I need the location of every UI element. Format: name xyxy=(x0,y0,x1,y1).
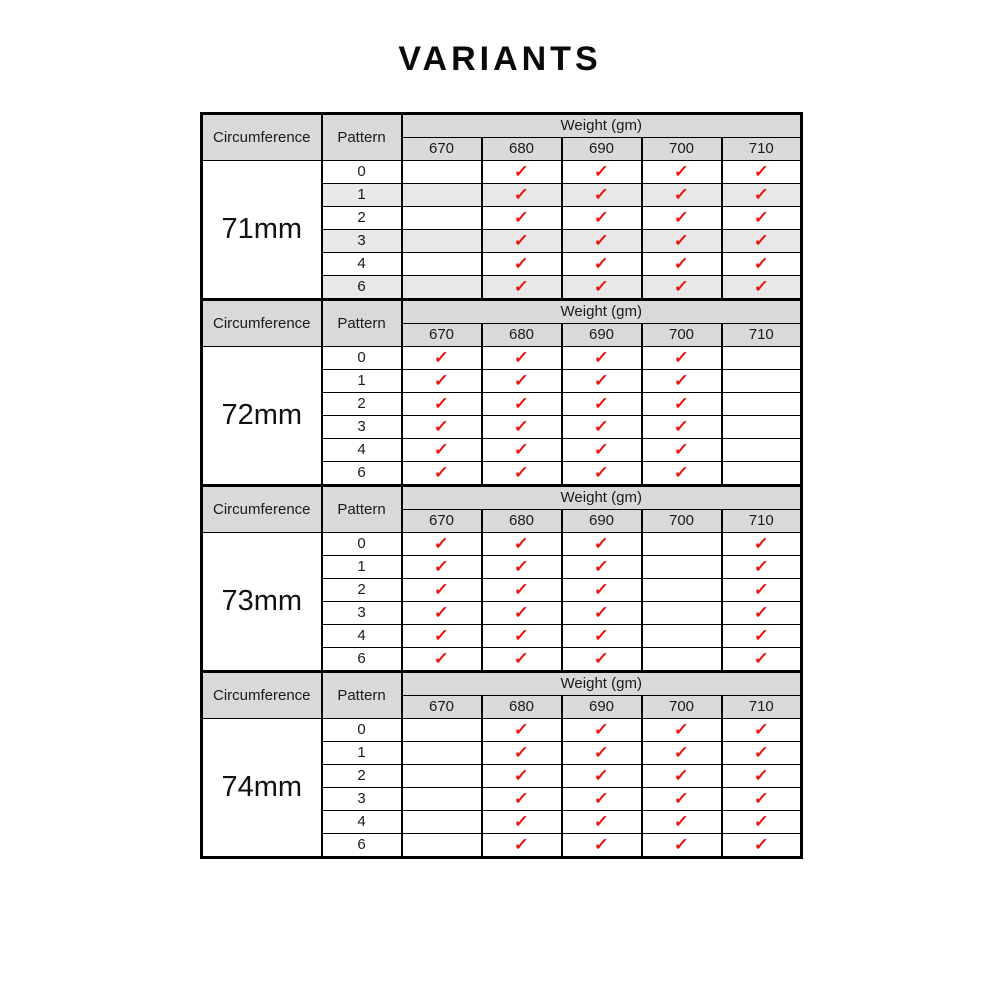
availability-cell-690 xyxy=(562,416,642,439)
availability-cell-680 xyxy=(482,811,562,834)
availability-cell-680 xyxy=(482,742,562,765)
availability-cell-710 xyxy=(722,625,802,648)
check-icon: ✓ xyxy=(513,185,530,205)
check-icon: ✓ xyxy=(593,766,610,786)
availability-cell-690 xyxy=(562,788,642,811)
check-icon: ✓ xyxy=(433,557,450,577)
pattern-value: 6 xyxy=(322,462,402,486)
check-icon: ✓ xyxy=(673,348,690,368)
check-icon: ✓ xyxy=(593,580,610,600)
availability-cell-710 xyxy=(722,230,802,253)
check-icon: ✓ xyxy=(673,185,690,205)
availability-cell-710 xyxy=(722,276,802,300)
availability-cell-690 xyxy=(562,184,642,207)
page-title: VARIANTS xyxy=(398,40,602,78)
check-icon: ✓ xyxy=(593,743,610,763)
availability-cell-710 xyxy=(722,184,802,207)
pattern-row xyxy=(202,347,802,370)
check-icon: ✓ xyxy=(593,534,610,554)
check-icon: ✓ xyxy=(753,162,770,182)
availability-cell-680 xyxy=(482,625,562,648)
availability-cell-700 xyxy=(642,579,722,602)
availability-cell-670 xyxy=(402,207,482,230)
variant-section-74mm xyxy=(200,670,803,859)
weight-col-header-690: 690 xyxy=(562,696,642,719)
check-icon: ✓ xyxy=(673,743,690,763)
check-icon: ✓ xyxy=(593,557,610,577)
check-icon: ✓ xyxy=(753,835,770,855)
availability-cell-700 xyxy=(642,439,722,462)
check-icon: ✓ xyxy=(753,812,770,832)
check-icon: ✓ xyxy=(513,812,530,832)
availability-cell-710 xyxy=(722,556,802,579)
availability-cell-710 xyxy=(722,462,802,486)
check-icon: ✓ xyxy=(753,766,770,786)
check-icon: ✓ xyxy=(593,185,610,205)
check-icon: ✓ xyxy=(673,254,690,274)
weight-col-header-710: 710 xyxy=(722,138,802,161)
check-icon: ✓ xyxy=(593,277,610,297)
availability-cell-700 xyxy=(642,625,722,648)
availability-cell-710 xyxy=(722,765,802,788)
weight-col-header-710: 710 xyxy=(722,510,802,533)
availability-cell-690 xyxy=(562,161,642,184)
check-icon: ✓ xyxy=(753,185,770,205)
availability-cell-670 xyxy=(402,393,482,416)
weight-col-header-700: 700 xyxy=(642,138,722,161)
availability-cell-700 xyxy=(642,347,722,370)
check-icon: ✓ xyxy=(593,394,610,414)
availability-cell-710 xyxy=(722,416,802,439)
availability-cell-680 xyxy=(482,161,562,184)
weight-col-header-690: 690 xyxy=(562,138,642,161)
availability-cell-700 xyxy=(642,416,722,439)
check-icon: ✓ xyxy=(433,348,450,368)
check-icon: ✓ xyxy=(513,626,530,646)
check-icon: ✓ xyxy=(593,649,610,669)
availability-cell-670 xyxy=(402,579,482,602)
pattern-value: 0 xyxy=(322,161,402,184)
availability-cell-700 xyxy=(642,765,722,788)
check-icon: ✓ xyxy=(513,417,530,437)
availability-cell-670 xyxy=(402,347,482,370)
availability-cell-670 xyxy=(402,556,482,579)
circumference-header: Circumference xyxy=(202,114,322,161)
availability-cell-670 xyxy=(402,602,482,625)
availability-cell-680 xyxy=(482,230,562,253)
availability-cell-670 xyxy=(402,811,482,834)
check-icon: ✓ xyxy=(593,231,610,251)
availability-cell-700 xyxy=(642,370,722,393)
check-icon: ✓ xyxy=(513,277,530,297)
check-icon: ✓ xyxy=(673,463,690,483)
availability-cell-680 xyxy=(482,556,562,579)
check-icon: ✓ xyxy=(513,254,530,274)
availability-cell-670 xyxy=(402,788,482,811)
check-icon: ✓ xyxy=(433,626,450,646)
availability-cell-710 xyxy=(722,788,802,811)
weight-group-header: Weight (gm) xyxy=(402,114,802,138)
availability-cell-690 xyxy=(562,765,642,788)
pattern-value: 6 xyxy=(322,834,402,858)
weight-group-header: Weight (gm) xyxy=(402,486,802,510)
availability-cell-670 xyxy=(402,742,482,765)
weight-col-header-700: 700 xyxy=(642,696,722,719)
pattern-value: 1 xyxy=(322,370,402,393)
availability-cell-700 xyxy=(642,230,722,253)
availability-cell-710 xyxy=(722,648,802,672)
circumference-value: 74mm xyxy=(202,719,322,858)
weight-col-header-690: 690 xyxy=(562,324,642,347)
check-icon: ✓ xyxy=(513,394,530,414)
availability-cell-680 xyxy=(482,579,562,602)
pattern-row xyxy=(202,719,802,742)
check-icon: ✓ xyxy=(753,649,770,669)
circumference-value: 73mm xyxy=(202,533,322,672)
availability-cell-710 xyxy=(722,602,802,625)
variant-section-73mm xyxy=(200,484,803,673)
availability-cell-700 xyxy=(642,648,722,672)
pattern-value: 2 xyxy=(322,765,402,788)
pattern-value: 3 xyxy=(322,602,402,625)
weight-col-header-680: 680 xyxy=(482,138,562,161)
availability-cell-670 xyxy=(402,184,482,207)
availability-cell-690 xyxy=(562,533,642,556)
pattern-value: 1 xyxy=(322,184,402,207)
availability-cell-680 xyxy=(482,393,562,416)
check-icon: ✓ xyxy=(673,208,690,228)
check-icon: ✓ xyxy=(753,277,770,297)
check-icon: ✓ xyxy=(753,626,770,646)
pattern-value: 2 xyxy=(322,207,402,230)
availability-cell-680 xyxy=(482,648,562,672)
availability-cell-680 xyxy=(482,416,562,439)
header-row xyxy=(202,486,802,510)
header-row xyxy=(202,300,802,324)
weight-col-header-710: 710 xyxy=(722,696,802,719)
weight-col-header-680: 680 xyxy=(482,510,562,533)
check-icon: ✓ xyxy=(513,603,530,623)
circumference-header: Circumference xyxy=(202,300,322,347)
availability-cell-700 xyxy=(642,533,722,556)
availability-cell-670 xyxy=(402,533,482,556)
availability-cell-700 xyxy=(642,161,722,184)
availability-cell-670 xyxy=(402,416,482,439)
availability-cell-690 xyxy=(562,393,642,416)
availability-cell-670 xyxy=(402,439,482,462)
check-icon: ✓ xyxy=(593,463,610,483)
header-row xyxy=(202,114,802,138)
pattern-value: 4 xyxy=(322,439,402,462)
pattern-value: 6 xyxy=(322,648,402,672)
check-icon: ✓ xyxy=(753,580,770,600)
availability-cell-690 xyxy=(562,207,642,230)
availability-cell-680 xyxy=(482,788,562,811)
check-icon: ✓ xyxy=(673,720,690,740)
check-icon: ✓ xyxy=(673,394,690,414)
weight-group-header: Weight (gm) xyxy=(402,672,802,696)
availability-cell-710 xyxy=(722,742,802,765)
availability-cell-680 xyxy=(482,207,562,230)
availability-cell-680 xyxy=(482,462,562,486)
pattern-value: 3 xyxy=(322,788,402,811)
check-icon: ✓ xyxy=(513,231,530,251)
pattern-value: 1 xyxy=(322,556,402,579)
circumference-header: Circumference xyxy=(202,486,322,533)
check-icon: ✓ xyxy=(593,417,610,437)
check-icon: ✓ xyxy=(753,789,770,809)
availability-cell-690 xyxy=(562,556,642,579)
check-icon: ✓ xyxy=(753,231,770,251)
availability-cell-710 xyxy=(722,161,802,184)
availability-cell-700 xyxy=(642,462,722,486)
availability-cell-690 xyxy=(562,811,642,834)
availability-cell-690 xyxy=(562,439,642,462)
availability-cell-690 xyxy=(562,370,642,393)
header-row xyxy=(202,672,802,696)
weight-col-header-680: 680 xyxy=(482,696,562,719)
availability-cell-690 xyxy=(562,648,642,672)
availability-cell-670 xyxy=(402,625,482,648)
check-icon: ✓ xyxy=(673,766,690,786)
pattern-value: 0 xyxy=(322,347,402,370)
pattern-header: Pattern xyxy=(322,300,402,347)
weight-col-header-670: 670 xyxy=(402,696,482,719)
availability-cell-680 xyxy=(482,184,562,207)
check-icon: ✓ xyxy=(433,603,450,623)
availability-cell-670 xyxy=(402,719,482,742)
pattern-header: Pattern xyxy=(322,672,402,719)
check-icon: ✓ xyxy=(513,766,530,786)
availability-cell-700 xyxy=(642,276,722,300)
availability-cell-700 xyxy=(642,253,722,276)
check-icon: ✓ xyxy=(673,812,690,832)
check-icon: ✓ xyxy=(513,789,530,809)
pattern-row xyxy=(202,533,802,556)
pattern-row xyxy=(202,161,802,184)
weight-col-header-670: 670 xyxy=(402,324,482,347)
circumference-value: 72mm xyxy=(202,347,322,486)
check-icon: ✓ xyxy=(593,371,610,391)
availability-cell-710 xyxy=(722,370,802,393)
check-icon: ✓ xyxy=(513,720,530,740)
availability-cell-680 xyxy=(482,719,562,742)
pattern-header: Pattern xyxy=(322,486,402,533)
check-icon: ✓ xyxy=(593,835,610,855)
check-icon: ✓ xyxy=(593,254,610,274)
check-icon: ✓ xyxy=(673,231,690,251)
availability-cell-670 xyxy=(402,161,482,184)
check-icon: ✓ xyxy=(673,835,690,855)
availability-cell-680 xyxy=(482,276,562,300)
availability-cell-700 xyxy=(642,719,722,742)
check-icon: ✓ xyxy=(433,534,450,554)
availability-cell-700 xyxy=(642,207,722,230)
weight-col-header-670: 670 xyxy=(402,510,482,533)
weight-group-header: Weight (gm) xyxy=(402,300,802,324)
availability-cell-670 xyxy=(402,462,482,486)
availability-cell-700 xyxy=(642,184,722,207)
availability-cell-690 xyxy=(562,230,642,253)
weight-col-header-700: 700 xyxy=(642,324,722,347)
check-icon: ✓ xyxy=(513,348,530,368)
check-icon: ✓ xyxy=(593,208,610,228)
availability-cell-680 xyxy=(482,765,562,788)
availability-cell-700 xyxy=(642,834,722,858)
availability-cell-710 xyxy=(722,393,802,416)
check-icon: ✓ xyxy=(753,534,770,554)
availability-cell-690 xyxy=(562,742,642,765)
pattern-value: 2 xyxy=(322,393,402,416)
availability-cell-680 xyxy=(482,439,562,462)
check-icon: ✓ xyxy=(433,371,450,391)
check-icon: ✓ xyxy=(673,789,690,809)
availability-cell-690 xyxy=(562,834,642,858)
availability-cell-710 xyxy=(722,439,802,462)
availability-cell-710 xyxy=(722,533,802,556)
circumference-value: 71mm xyxy=(202,161,322,300)
availability-cell-690 xyxy=(562,462,642,486)
check-icon: ✓ xyxy=(433,394,450,414)
check-icon: ✓ xyxy=(513,162,530,182)
check-icon: ✓ xyxy=(433,417,450,437)
availability-cell-690 xyxy=(562,602,642,625)
check-icon: ✓ xyxy=(433,440,450,460)
availability-cell-670 xyxy=(402,276,482,300)
availability-cell-670 xyxy=(402,230,482,253)
availability-cell-700 xyxy=(642,602,722,625)
pattern-value: 4 xyxy=(322,253,402,276)
check-icon: ✓ xyxy=(513,649,530,669)
pattern-value: 2 xyxy=(322,579,402,602)
check-icon: ✓ xyxy=(593,812,610,832)
check-icon: ✓ xyxy=(513,208,530,228)
availability-cell-680 xyxy=(482,533,562,556)
check-icon: ✓ xyxy=(673,440,690,460)
check-icon: ✓ xyxy=(753,557,770,577)
check-icon: ✓ xyxy=(673,417,690,437)
availability-cell-670 xyxy=(402,648,482,672)
check-icon: ✓ xyxy=(513,440,530,460)
check-icon: ✓ xyxy=(433,463,450,483)
check-icon: ✓ xyxy=(593,440,610,460)
check-icon: ✓ xyxy=(593,789,610,809)
check-icon: ✓ xyxy=(753,254,770,274)
check-icon: ✓ xyxy=(513,463,530,483)
availability-cell-710 xyxy=(722,719,802,742)
pattern-value: 4 xyxy=(322,811,402,834)
check-icon: ✓ xyxy=(753,603,770,623)
availability-cell-700 xyxy=(642,788,722,811)
circumference-header: Circumference xyxy=(202,672,322,719)
check-icon: ✓ xyxy=(593,720,610,740)
availability-cell-680 xyxy=(482,602,562,625)
check-icon: ✓ xyxy=(513,835,530,855)
availability-cell-670 xyxy=(402,253,482,276)
availability-cell-680 xyxy=(482,347,562,370)
check-icon: ✓ xyxy=(593,603,610,623)
availability-cell-690 xyxy=(562,719,642,742)
availability-cell-700 xyxy=(642,556,722,579)
check-icon: ✓ xyxy=(593,162,610,182)
check-icon: ✓ xyxy=(513,743,530,763)
pattern-value: 4 xyxy=(322,625,402,648)
availability-cell-690 xyxy=(562,276,642,300)
check-icon: ✓ xyxy=(753,743,770,763)
availability-cell-670 xyxy=(402,765,482,788)
availability-cell-690 xyxy=(562,579,642,602)
check-icon: ✓ xyxy=(513,580,530,600)
pattern-value: 3 xyxy=(322,416,402,439)
weight-col-header-710: 710 xyxy=(722,324,802,347)
check-icon: ✓ xyxy=(673,277,690,297)
check-icon: ✓ xyxy=(433,580,450,600)
weight-col-header-680: 680 xyxy=(482,324,562,347)
availability-cell-710 xyxy=(722,579,802,602)
pattern-value: 1 xyxy=(322,742,402,765)
availability-cell-710 xyxy=(722,207,802,230)
check-icon: ✓ xyxy=(753,720,770,740)
check-icon: ✓ xyxy=(513,534,530,554)
availability-cell-690 xyxy=(562,347,642,370)
variants-tables xyxy=(200,112,800,859)
availability-cell-680 xyxy=(482,370,562,393)
availability-cell-700 xyxy=(642,811,722,834)
pattern-value: 3 xyxy=(322,230,402,253)
pattern-header: Pattern xyxy=(322,114,402,161)
availability-cell-690 xyxy=(562,625,642,648)
availability-cell-680 xyxy=(482,253,562,276)
variant-section-71mm xyxy=(200,112,803,301)
availability-cell-700 xyxy=(642,742,722,765)
check-icon: ✓ xyxy=(593,348,610,368)
availability-cell-680 xyxy=(482,834,562,858)
weight-col-header-700: 700 xyxy=(642,510,722,533)
weight-col-header-670: 670 xyxy=(402,138,482,161)
variant-section-72mm xyxy=(200,298,803,487)
pattern-value: 0 xyxy=(322,533,402,556)
availability-cell-710 xyxy=(722,834,802,858)
availability-cell-710 xyxy=(722,253,802,276)
availability-cell-670 xyxy=(402,370,482,393)
check-icon: ✓ xyxy=(673,162,690,182)
availability-cell-700 xyxy=(642,393,722,416)
availability-cell-690 xyxy=(562,253,642,276)
availability-cell-710 xyxy=(722,347,802,370)
pattern-value: 6 xyxy=(322,276,402,300)
check-icon: ✓ xyxy=(513,557,530,577)
check-icon: ✓ xyxy=(513,371,530,391)
check-icon: ✓ xyxy=(593,626,610,646)
check-icon: ✓ xyxy=(753,208,770,228)
check-icon: ✓ xyxy=(673,371,690,391)
pattern-value: 0 xyxy=(322,719,402,742)
availability-cell-710 xyxy=(722,811,802,834)
check-icon: ✓ xyxy=(433,649,450,669)
availability-cell-670 xyxy=(402,834,482,858)
weight-col-header-690: 690 xyxy=(562,510,642,533)
